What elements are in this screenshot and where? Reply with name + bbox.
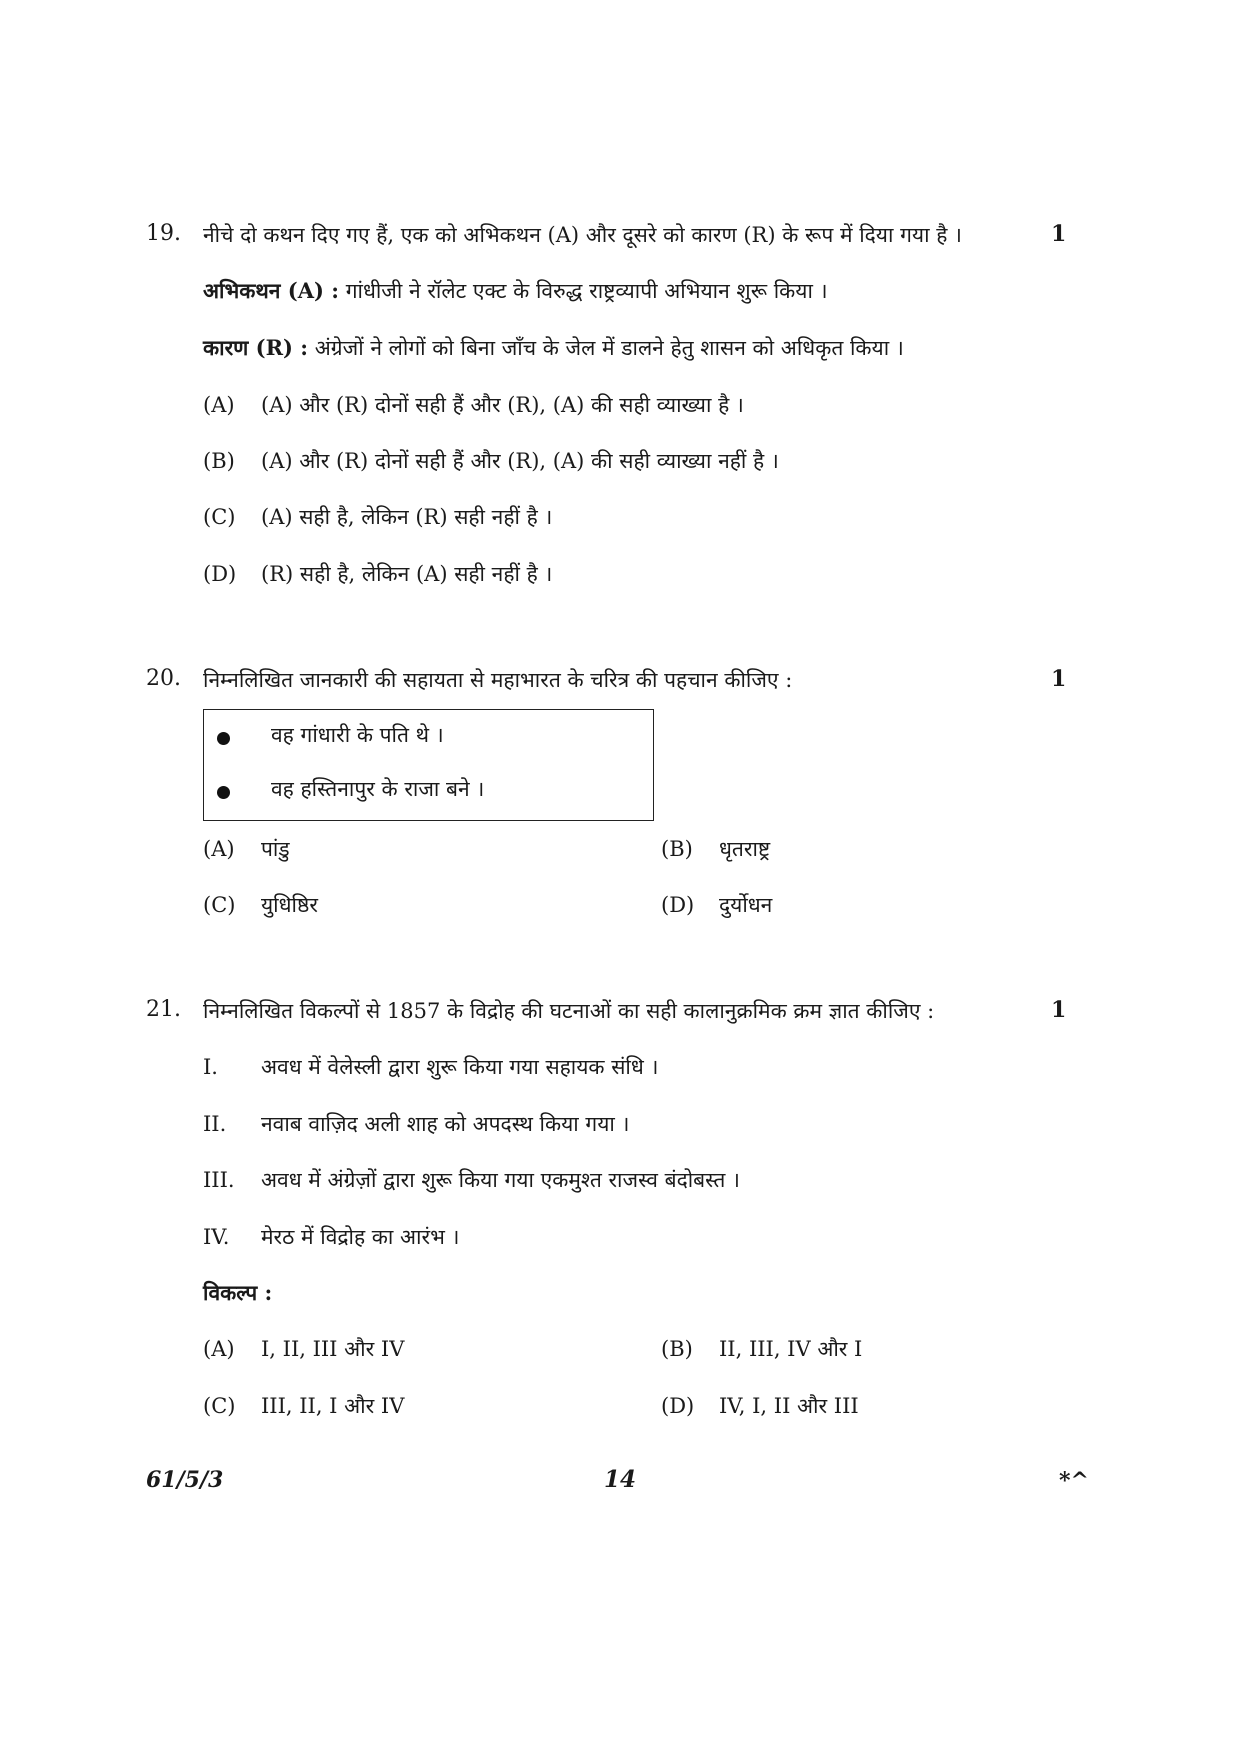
q20-option-c	[203, 891, 318, 919]
bullet-icon	[217, 786, 230, 799]
q21-number: 21.	[146, 997, 181, 1022]
q21-option-a	[203, 1335, 404, 1363]
clue-item: वह हस्तिनापुर के राजा बने ।	[271, 777, 485, 801]
option-label: (B)	[203, 449, 235, 473]
q21-marks: 1	[1051, 997, 1067, 1023]
event-label: IV.	[203, 1225, 230, 1249]
assertion-text: गांधीजी ने रॉलेट एक्ट के विरुद्ध राष्ट्रव्यापी अभियान शुरू किया ।	[345, 279, 828, 303]
q19-option-d	[203, 560, 552, 588]
option-label: (D)	[661, 1394, 695, 1418]
event-label: III.	[203, 1168, 235, 1192]
option-label: (C)	[203, 893, 236, 917]
clue-item: वह गांधारी के पति थे ।	[271, 723, 444, 747]
page-number: 14	[604, 1466, 637, 1493]
q19-option-a	[203, 391, 744, 419]
q19-option-b	[203, 447, 779, 475]
q20-option-d	[661, 891, 772, 919]
q19-number: 19.	[146, 221, 181, 246]
event-text: अवध में अंग्रेज़ों द्वारा शुरू किया गया एकमुश्त राजस्व बंदोबस्त ।	[261, 1168, 740, 1192]
q19-marks: 1	[1051, 221, 1067, 247]
q20-option-a	[203, 835, 290, 863]
q21-option-b	[661, 1335, 862, 1363]
event-label: I.	[203, 1055, 218, 1079]
footer-mark: *^	[1059, 1468, 1089, 1494]
option-text: III, II, I और IV	[261, 1394, 405, 1418]
option-text: (R) सही है, लेकिन (A) सही नहीं है ।	[261, 562, 553, 586]
option-label: (A)	[203, 393, 235, 417]
event-text: अवध में वेलेस्ली द्वारा शुरू किया गया सहायक संधि ।	[261, 1055, 659, 1079]
option-text: धृतराष्ट्र	[719, 837, 771, 861]
q21-event-1	[203, 1053, 658, 1081]
option-text: (A) और (R) दोनों सही हैं और (R), (A) की सही व्याख्या नहीं है ।	[261, 449, 779, 473]
option-text: (A) और (R) दोनों सही हैं और (R), (A) की सही व्याख्या है ।	[261, 393, 744, 417]
q21-event-3	[203, 1166, 740, 1194]
q19-text: नीचे दो कथन दिए गए हैं, एक को अभिकथन (A) और दूसरे को कारण (R) के रूप में दिया गया है ।	[203, 223, 962, 247]
q20-marks: 1	[1051, 666, 1067, 692]
option-label: (D)	[661, 893, 695, 917]
option-label: (C)	[203, 505, 236, 529]
q21-event-4	[203, 1223, 459, 1251]
option-text: IV, I, II और III	[719, 1394, 859, 1418]
option-text: युधिष्ठिर	[261, 893, 318, 917]
assertion-label: अभिकथन (A) :	[203, 278, 339, 303]
option-text: (A) सही है, लेकिन (R) सही नहीं है ।	[261, 505, 553, 529]
option-label: (B)	[661, 837, 693, 861]
paper-code: 61/5/3	[146, 1467, 224, 1493]
reason-text: अंग्रेजों ने लोगों को बिना जाँच के जेल में डालने हेतु शासन को अधिकृत किया ।	[314, 336, 904, 360]
option-label: (A)	[203, 837, 235, 861]
q19-option-c	[203, 503, 552, 531]
option-label: (B)	[661, 1337, 693, 1361]
reason-label: कारण (R) :	[203, 335, 309, 360]
q21-event-2	[203, 1110, 630, 1138]
q21-text: निम्नलिखित विकल्पों से 1857 के विद्रोह की घटनाओं का सही कालानुक्रमिक क्रम ज्ञात कीजिए :	[203, 999, 935, 1023]
q19-reason	[203, 334, 904, 362]
q19-assertion	[203, 277, 828, 305]
q20-text: निम्नलिखित जानकारी की सहायता से महाभारत के चरित्र की पहचान कीजिए :	[203, 668, 793, 692]
event-label: II.	[203, 1112, 227, 1136]
option-text: I, II, III और IV	[261, 1337, 405, 1361]
option-label: (A)	[203, 1337, 235, 1361]
bullet-icon	[217, 732, 230, 745]
option-text: पांडु	[261, 837, 290, 861]
option-text: II, III, IV और I	[719, 1337, 863, 1361]
option-label: (C)	[203, 1394, 236, 1418]
q20-number: 20.	[146, 666, 181, 691]
option-label: (D)	[203, 562, 237, 586]
options-heading: विकल्प :	[203, 1280, 273, 1305]
option-text: दुर्योधन	[719, 893, 773, 917]
event-text: नवाब वाज़िद अली शाह को अपदस्थ किया गया ।	[261, 1112, 630, 1136]
q21-option-c	[203, 1392, 404, 1420]
event-text: मेरठ में विद्रोह का आरंभ ।	[261, 1225, 460, 1249]
q20-option-b	[661, 835, 770, 863]
q21-option-d	[661, 1392, 859, 1420]
